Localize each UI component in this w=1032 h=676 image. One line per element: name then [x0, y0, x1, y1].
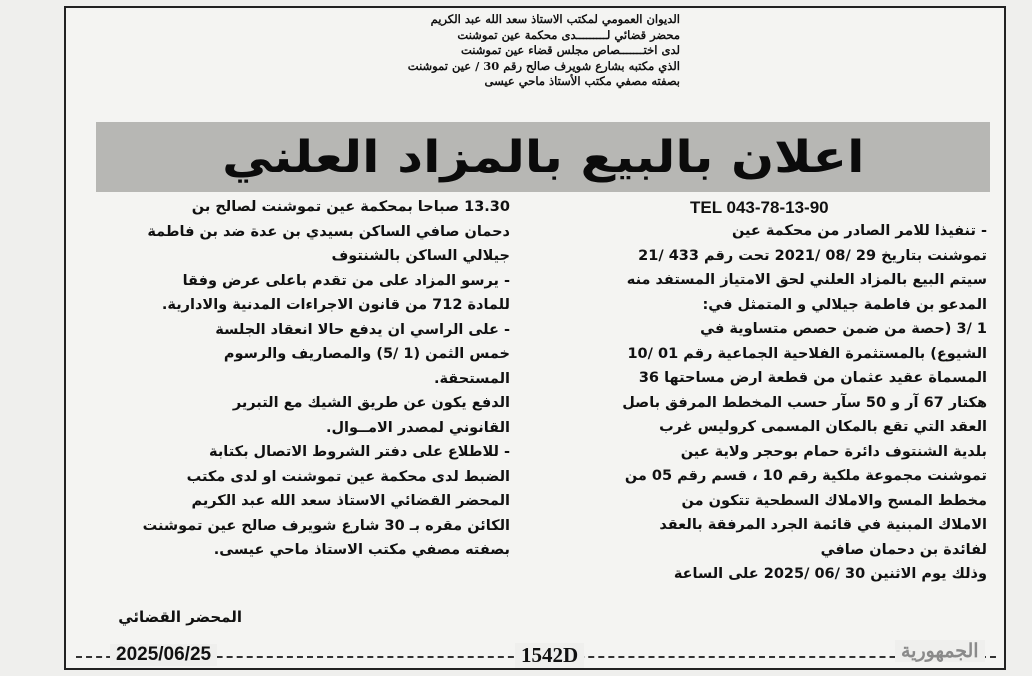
auction-title: اعلان بالبيع بالمزاد العلني	[221, 131, 865, 183]
text-line: خمس الثمن (1 /5) والمصاريف والرسوم	[223, 346, 510, 362]
text-line: - يرسو المزاد على من تقدم باعلى عرض وفقا	[182, 272, 510, 289]
signature: المحضر القضائي	[118, 608, 242, 626]
left-column-text	[92, 195, 510, 563]
header-line: لدى اختـــــــصاص مجلس قضاء عين تموشنت	[460, 43, 680, 57]
text-line: المسماة عقيد عثمان من قطعة ارض مساحتها 36	[638, 370, 987, 386]
header-line: محضر قضائي لـــــــــدى محكمة عين تموشنت	[457, 27, 680, 42]
text-line: دحمان صافي الساكن بسيدي بن عدة ضد بن فاطمة	[147, 223, 510, 240]
text-line: المحضر القضائي الاستاذ سعد الله عبد الكريم	[191, 493, 510, 509]
text-line: العقد التي تقع بالمكان المسمى كروليس غرب	[659, 419, 987, 435]
text-line: الشيوع) بالمستثمرة الفلاحية الجماعية رقم 01 /10	[627, 345, 987, 362]
right-column-text	[555, 219, 987, 587]
text-line: بلدية الشنتوف دائرة حمام بوحجر ولاية عين	[680, 443, 987, 460]
text-line: - تنفيذا للامر الصادر من محكمة عين	[731, 223, 987, 239]
text-line: - على الراسي ان يدفع حالا انعقاد الجلسة	[215, 321, 510, 338]
text-line: وذلك يوم الاثنين 30 /06 /2025 على الساعة	[673, 566, 987, 582]
text-line: جيلالي الساكن بالشنتوف	[331, 248, 510, 264]
header-line: بصفته مصفي مكتب الأستاذ ماحي عيسى	[484, 74, 680, 88]
text-line: تموشنت مجموعة ملكية رقم 10 ، قسم رقم 05 من	[624, 468, 987, 484]
text-line: 1 /3 (حصة من ضمن حصص متساوية في	[700, 321, 987, 337]
header-line: الديوان العمومي لمكتب الاستاذ سعد الله عبد الكريم	[430, 12, 680, 26]
newspaper-logo: الجمهورية	[895, 640, 985, 662]
text-line: لفائدة بن دحمان صافي	[820, 541, 987, 558]
text-line: المستحقة.	[434, 370, 510, 387]
text-line: الكائن مقره بـ 30 شارع شويرف صالح عين تموشنت	[142, 517, 510, 534]
text-line: الدفع يكون عن طريق الشيك مع التبرير	[232, 395, 510, 411]
telephone-number: TEL 043-78-13-90	[690, 198, 829, 217]
text-line: هكتار 67 آر و 50 سآر حسب المخطط المرفق باصل	[622, 394, 987, 411]
publication-date: 2025/06/25	[110, 644, 217, 666]
text-line: الضبط لدى محكمة عين تموشنت او لدى مكتب	[186, 468, 510, 485]
text-line: المدعو بن فاطمة جيلالي و المتمثل في:	[702, 296, 987, 313]
ad-code: 1542D	[515, 643, 584, 668]
text-line: - للاطلاع على دفتر الشروط الاتصال بكتابة	[209, 444, 510, 460]
header-line: الذي مكتبه بشارع شويرف صالح رقم 30 / عين تموشنت	[407, 58, 680, 73]
text-line: سيتم البيع بالمزاد العلني لحق الامتياز المستفد منه	[626, 272, 987, 288]
text-line: بصفته مصفي مكتب الاستاذ ماحي عيسى.	[213, 542, 510, 558]
bailiff-header	[360, 12, 680, 90]
text-line: 13.30 صباحا بمحكمة عين تموشنت لصالح بن	[191, 199, 510, 215]
text-line: للمادة 712 من قانون الاجراءات المدنية والادارية.	[161, 297, 510, 313]
text-line: القانوني لمصدر الامــوال.	[325, 419, 510, 436]
text-line: مخطط المسح والاملاك السطحية تتكون من	[681, 492, 987, 509]
text-line: تموشنت بتاريخ 29 /08 /2021 تحت رقم 433 /21	[638, 247, 987, 264]
title-banner	[96, 122, 990, 192]
text-line: الاملاك المبنية في قائمة الجرد المرفقة بالعقد	[659, 517, 987, 533]
